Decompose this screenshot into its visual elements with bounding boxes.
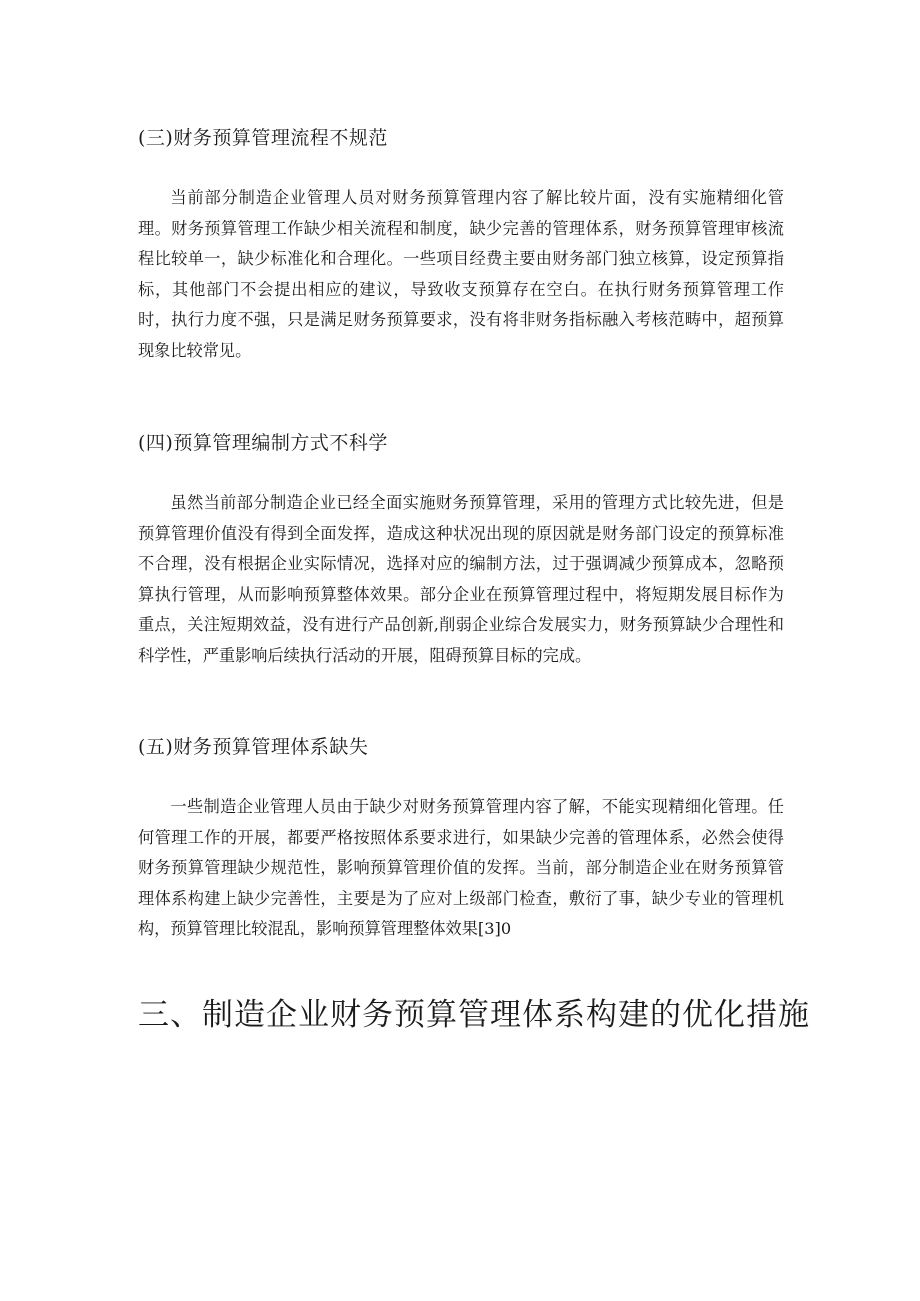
- subsection-heading-3: (三)财务预算管理流程不规范: [138, 127, 388, 149]
- subsection-heading-4: (四)预算管理编制方式不科学: [138, 432, 388, 454]
- paragraph-budget-process: 当前部分制造企业管理人员对财务预算管理内容了解比较片面，没有实施精细化管理。财务预算管理工作缺少相关流程和制度，缺少完善的管理体系，财务预算管理审核流程比较单一，缺少标准化和合理化。一些项目经费主要由财务部门独立核算，设定预算指标，其他部门不会提出相应的建议，导致收支预算存在空白。在执行财务预算管理工作时，执行力度不强，只是满足财务预算要求，没有将非财务指标融入考核范畴中，超预算现象比较常见。: [138, 188, 784, 360]
- paragraph-budget-method: 虽然当前部分制造企业已经全面实施财务预算管理，采用的管理方式比较先进，但是预算管理价值没有得到全面发挥，造成这种状况出现的原因就是财务部门设定的预算标准不合理，没有根据企业实际情况，选择对应的编制方法，过于强调减少预算成本，忽略预算执行管理，从而影响预算整体效果。部分企业在预算管理过程中，将短期发展目标作为重点，关注短期效益，没有进行产品创新,削弱企业综合发展实力，财务预算缺少合理性和科学性，严重影响后续执行活动的开展，阻碍预算目标的完成。: [138, 493, 784, 665]
- subsection-heading-5: (五)财务预算管理体系缺失: [138, 736, 369, 758]
- section-title-3: 三、制造企业财务预算管理体系构建的优化措施: [138, 997, 810, 1033]
- paragraph-budget-system: 一些制造企业管理人员由于缺少对财务预算管理内容了解，不能实现精细化管理。任何管理工作的开展，都要严格按照体系要求进行，如果缺少完善的管理体系，必然会使得财务预算管理缺少规范性，影响预算管理价值的发挥。当前，部分制造企业在财务预算管理体系构建上缺少完善性，主要是为了应对上级部门检查，敷衍了事，缺少专业的管理机构，预算管理比较混乱，影响预算管理整体效果[3]0: [138, 797, 784, 939]
